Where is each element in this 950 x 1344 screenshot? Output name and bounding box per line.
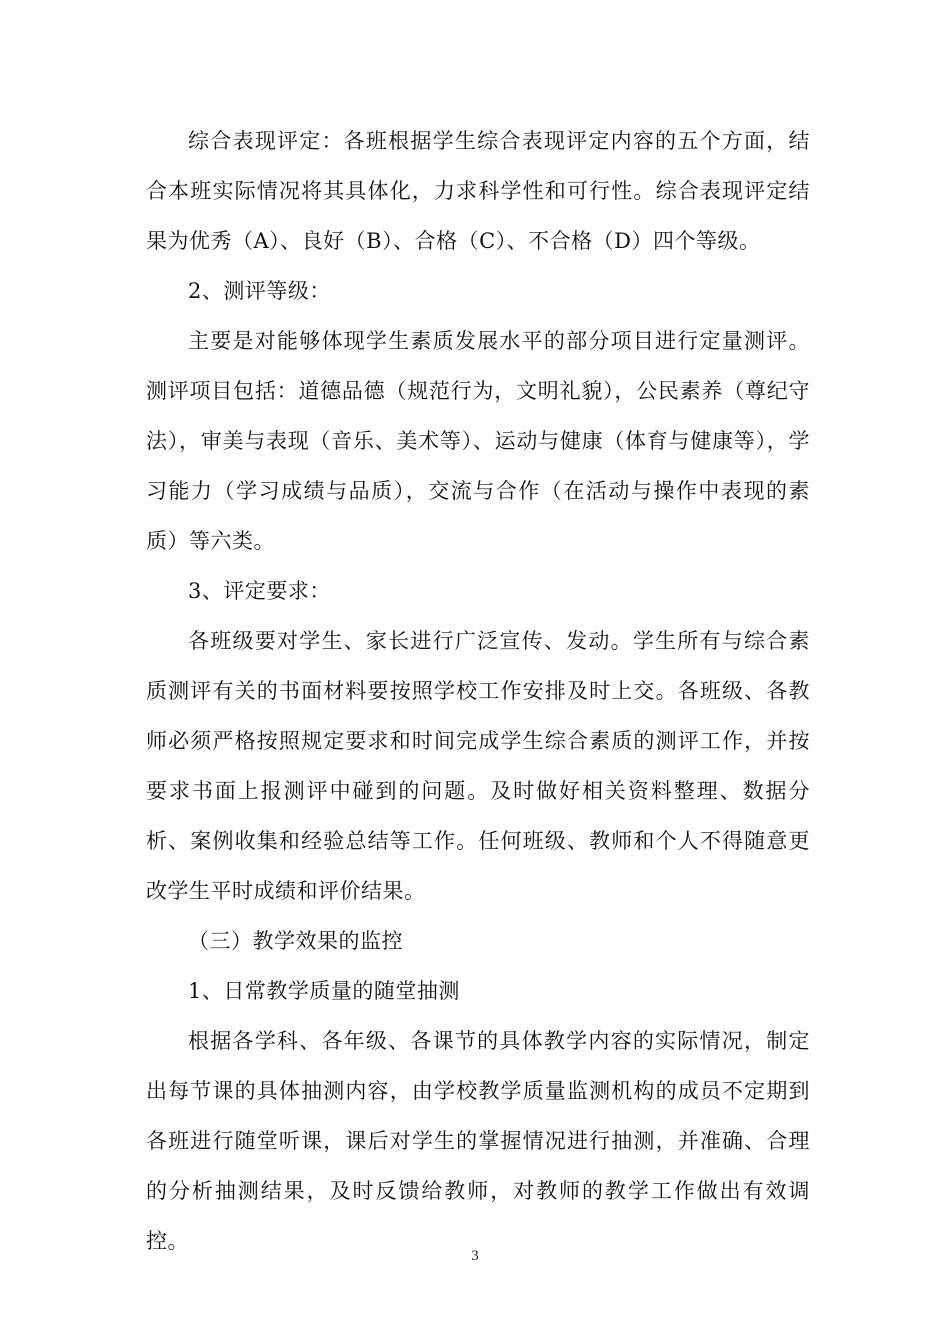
page-number: 3: [471, 1248, 479, 1264]
paragraph-requirements: 各班级要对学生、家长进行广泛宣传、发动。学生所有与综合素质测评有关的书面材料要按照学校工作安排及时上交。各班级、各教师必须严格按照规定要求和时间完成学生综合素质的测评工作，并按要求书面上报测评中碰到的问题。及时做好相关资料整理、数据分析、案例收集和经验总结等工作。任何班级、教师和个人不得随意更改学生平时成绩和评价结果。: [146, 629, 810, 903]
heading-teaching-effect-monitoring: （三）教学效果的监控: [188, 929, 403, 953]
paragraph-comprehensive-evaluation: 综合表现评定：各班根据学生综合表现评定内容的五个方面，结合本班实际情况将其具体化，力求科学性和可行性。综合表现评定结果为优秀（A）、良好（B）、合格（C）、不合格（D）四个等级。: [146, 129, 810, 253]
heading-assessment-levels: 2、测评等级：: [188, 279, 331, 303]
paragraph-sampling-method: 根据各学科、各年级、各课节的具体教学内容的实际情况，制定出每节课的具体抽测内容，由学校教学质量监测机构的成员不定期到各班进行随堂听课，课后对学生的掌握情况进行抽测，并准确、合理的分析抽测结果，及时反馈给教师，对教师的教学工作做出有效调控。: [146, 1029, 810, 1253]
document-body: [146, 116, 810, 1266]
paragraph-assessment-items: 主要是对能够体现学生素质发展水平的部分项目进行定量测评。测评项目包括：道德品德（规范行为，文明礼貌），公民素养（尊纪守法），审美与表现（音乐、美术等）、运动与健康（体育与健康等），学习能力（学习成绩与品质），交流与合作（在活动与操作中表现的素质）等六类。: [146, 329, 810, 553]
heading-daily-quality-sampling: 1、日常教学质量的随堂抽测: [188, 979, 460, 1003]
heading-evaluation-requirements: 3、评定要求：: [188, 579, 331, 603]
